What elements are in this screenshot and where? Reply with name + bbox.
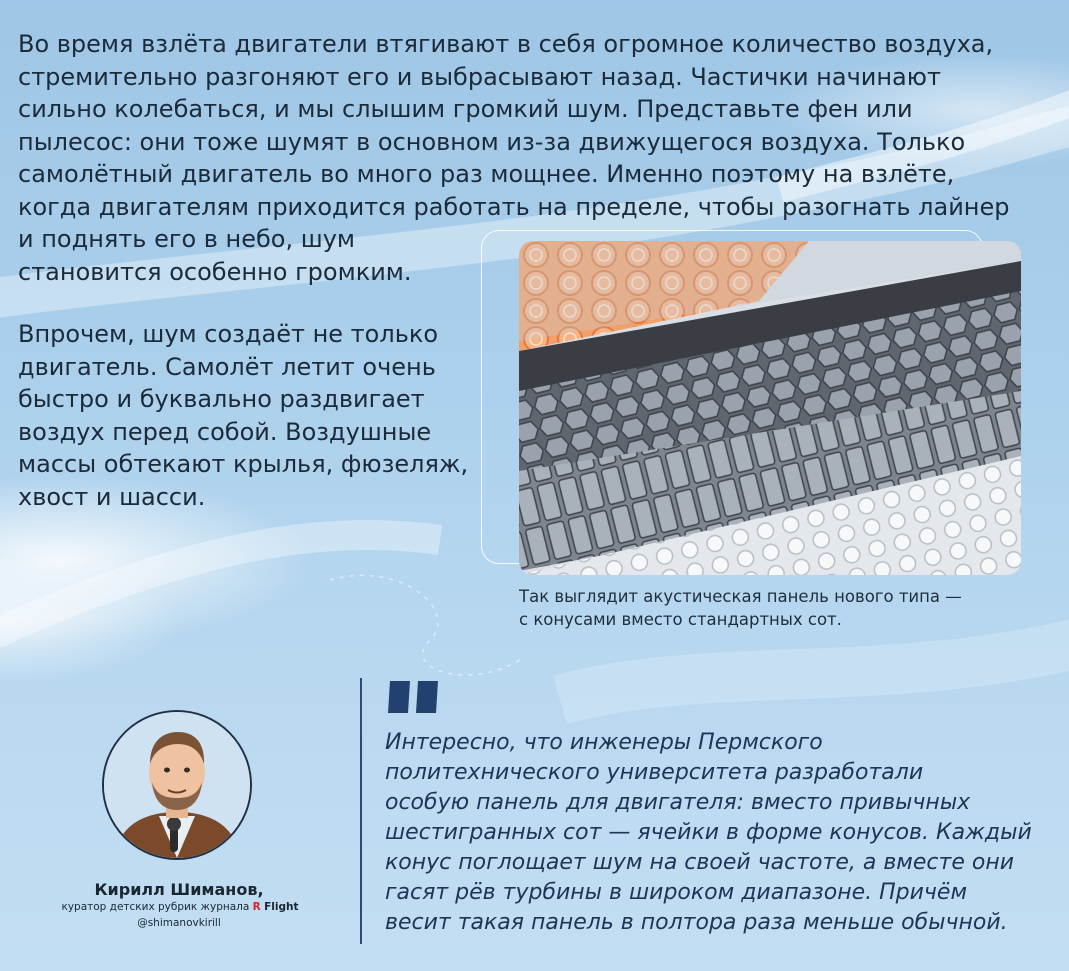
author-avatar [102,710,252,860]
brand-name: Flight [264,901,299,913]
quote-line: шестигранных сот — ячейки в форме конусов. Каждый [385,820,1032,845]
figure-caption [519,586,1039,631]
paragraph-line: и поднять его в небо, шум [18,225,356,253]
acoustic-panel-drawing [519,241,1021,575]
quote-line: конус поглощает шум на своей частоте, а вместе они [385,850,1014,875]
caption-line: с конусами вместо стандартных сот. [519,609,842,629]
paragraph-line: становится особенно громким. [18,257,412,286]
quote-line: политехнического университета разработали [385,760,924,785]
paragraph-line: пылесос: они тоже шумят в основном из-за движущегося воздуха. Только [18,127,966,156]
paragraph-line: когда двигателям приходится работать на пределе, чтобы разогнать лайнер [18,192,1010,221]
quote-line: особую панель для двигателя: вместо привычных [385,790,971,815]
quote-mark-icon [388,679,440,715]
quote-line: весит такая панель в полтора раза меньше обычной. [385,910,1008,935]
article-paragraph-2 [18,318,478,513]
paragraph-line: двигатель. Самолёт летит очень [18,352,436,381]
paragraph-line: стремительно разгоняют его и выбрасывают назад. Частички начинают [18,62,941,91]
paragraph-line: хвост и шасси. [18,482,206,511]
author-role-text: куратор детских рубрик журнала [61,901,250,913]
author-role [40,901,320,913]
acoustic-panel-illustration [519,241,1021,575]
quote-line: Интересно, что инженеры Пермского [385,730,823,755]
paragraph-line: самолётный двигатель во много раз мощнее. Именно поэтому на взлёте, [18,160,955,188]
paragraph-line: воздух перед собой. Воздушные [18,417,432,446]
author-name: Кирилл Шиманов, [94,880,264,899]
author-handle: @shimanovkirill [137,917,221,929]
quote-line: гасят рёв турбины в широком диапазоне. Причём [385,880,968,905]
paragraph-line: сильно колебаться, и мы слышим громкий шум. Представьте фен или [18,95,913,123]
author-portrait-icon [104,712,250,858]
quote-divider [360,678,362,944]
paragraph-line: Во время взлёта двигатели втягивают в себя огромное количество воздуха, [18,30,994,58]
paragraph-line: массы обтекают крылья, фюзеляж, [18,450,469,478]
caption-line: Так выглядит акустическая панель нового типа — [519,587,962,606]
brand-logo-letter: R [252,901,261,913]
paragraph-line: Впрочем, шум создаёт не только [18,320,439,348]
pull-quote [385,728,1055,938]
paragraph-line: быстро и буквально раздвигает [18,385,425,413]
